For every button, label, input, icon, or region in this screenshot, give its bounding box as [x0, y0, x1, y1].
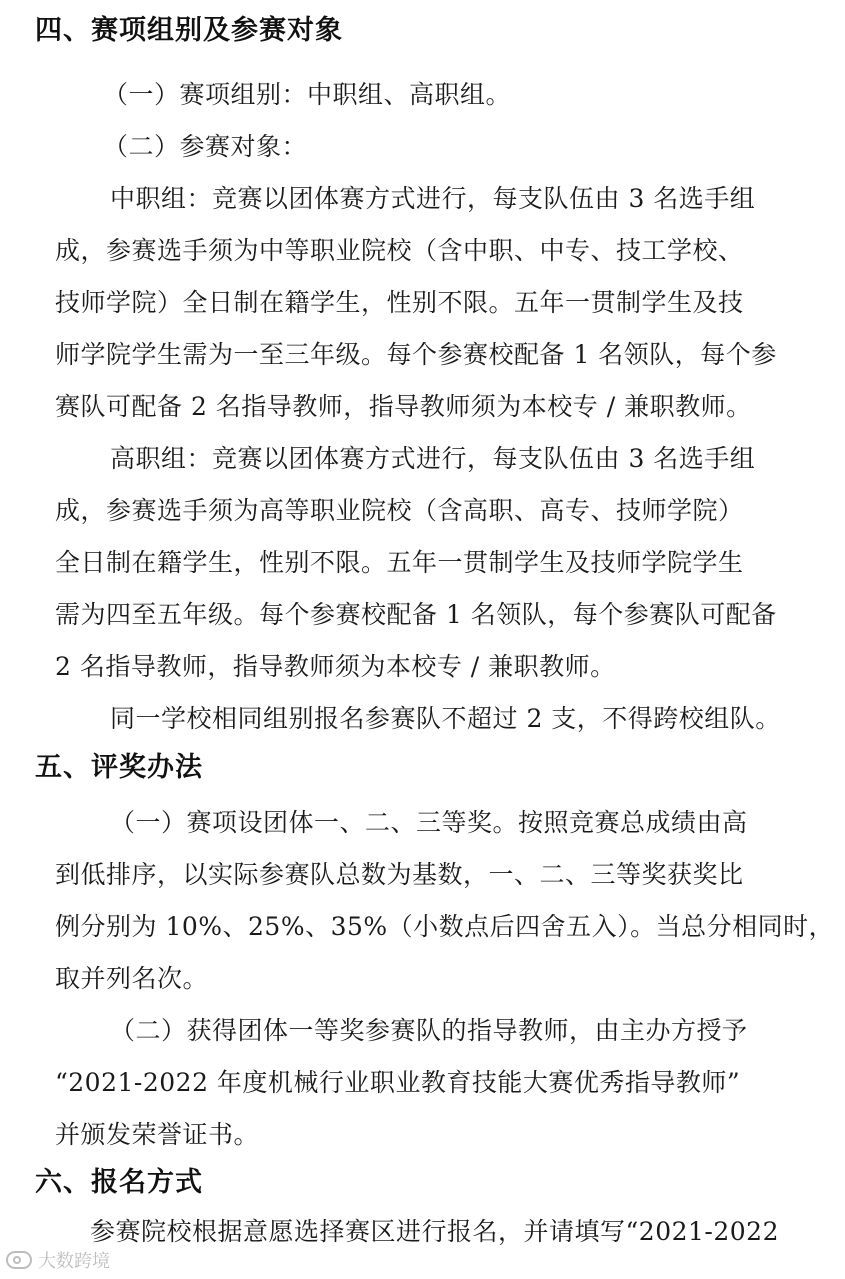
watermark-logo-icon	[6, 1251, 32, 1269]
section-heading-6: 六、报名方式	[35, 1167, 203, 1198]
paragraph-line: 师学院学生需为一至三年级。每个参赛校配备 1 名领队，每个参	[55, 340, 777, 369]
paragraph-line: （二）参赛对象：	[103, 132, 308, 161]
paragraph-line: 成，参赛选手须为高等职业院校（含高职、高专、技师学院）	[55, 496, 744, 525]
paragraph-line: 全日制在籍学生，性别不限。五年一贯制学生及技师学院学生	[55, 548, 744, 577]
paragraph-line: 例分别为 10%、25%、35%（小数点后四舍五入）。当总分相同时，	[55, 912, 835, 941]
paragraph-line: 高职组：竞赛以团体赛方式进行，每支队伍由 3 名选手组	[110, 444, 756, 473]
paragraph-line: （一）赛项组别：中职组、高职组。	[103, 80, 512, 109]
paragraph-line: 取并列名次。	[55, 964, 209, 993]
watermark-text: 大数跨境	[38, 1251, 110, 1272]
watermark	[6, 1248, 110, 1272]
paragraph-line: 参赛院校根据意愿选择赛区进行报名，并请填写“2021-2022	[90, 1217, 779, 1246]
paragraph-line: 技师学院）全日制在籍学生，性别不限。五年一贯制学生及技	[55, 288, 744, 317]
paragraph-line: 并颁发荣誉证书。	[55, 1120, 260, 1149]
paragraph-line: 赛队可配备 2 名指导教师，指导教师须为本校专 / 兼职教师。	[55, 392, 752, 421]
paragraph-line: 成，参赛选手须为中等职业院校（含中职、中专、技工学校、	[55, 236, 744, 265]
paragraph-line: （二）获得团体一等奖参赛队的指导教师，由主办方授予	[110, 1016, 748, 1045]
paragraph-line: 同一学校相同组别报名参赛队不超过 2 支，不得跨校组队。	[110, 704, 781, 733]
section-heading-5: 五、评奖办法	[35, 752, 203, 783]
paragraph-line: 中职组：竞赛以团体赛方式进行，每支队伍由 3 名选手组	[110, 184, 756, 213]
paragraph-line: （一）赛项设团体一、二、三等奖。按照竞赛总成绩由高	[110, 808, 748, 837]
section-heading-4: 四、赛项组别及参赛对象	[35, 15, 343, 46]
paragraph-line: 到低排序，以实际参赛队总数为基数，一、二、三等奖获奖比	[55, 860, 744, 889]
paragraph-line: 需为四至五年级。每个参赛校配备 1 名领队，每个参赛队可配备	[55, 600, 777, 629]
paragraph-line: “2021-2022 年度机械行业职业教育技能大赛优秀指导教师”	[55, 1068, 741, 1097]
paragraph-line: 2 名指导教师，指导教师须为本校专 / 兼职教师。	[55, 652, 616, 681]
